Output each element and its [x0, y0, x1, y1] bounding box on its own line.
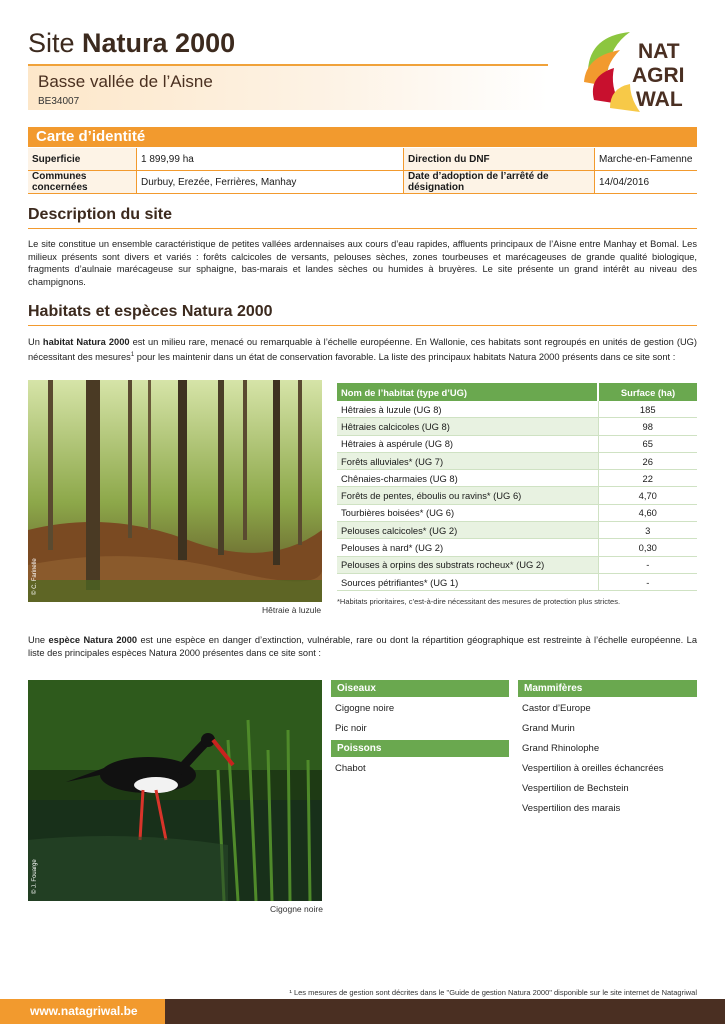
habitat-surface: 65: [598, 435, 697, 452]
table-row: [337, 539, 697, 556]
description-text: Le site constitue un ensemble caractéristique de petites vallées ardennaises aux cours d’eau rapides, affluents principaux de l’Aisne entre Manhay et Bomal. Les milieux présents sont divers et variés : forêts calcicoles de versants, pelouses sèches, zones tourbeuses et marécageuses de grande qualité biologique, fragments d’aulnaie marécageuse sur sphaigne, bas-marais et landes sèches ou humides à bruyères. Le site présente un grand intérêt au niveau des champignons.: [28, 239, 697, 287]
species-item: Chabot: [335, 763, 366, 774]
habitat-surface: 3: [598, 522, 697, 539]
species-item: Grand Murin: [522, 723, 575, 734]
svg-text:AGRI: AGRI: [632, 64, 685, 87]
value-communes: Durbuy, Erezée, Ferrières, Manhay: [137, 171, 404, 194]
page-title: Site Natura 2000: [28, 28, 236, 58]
habitat-surface: 0,30: [598, 539, 697, 556]
habitat-name: Hêtraies à luzule (UG 8): [337, 401, 598, 418]
habitat-note: *Habitats prioritaires, c’est-à-dire nécessitant des mesures de protection plus strictes.: [337, 597, 621, 606]
stork-photo: [28, 680, 322, 901]
habitat-surface: 98: [598, 418, 697, 435]
habitat-surface: 185: [598, 401, 697, 418]
table-row: [337, 401, 697, 418]
col-surface: Surface (ha): [598, 383, 697, 401]
description-heading: Description du site: [28, 206, 173, 223]
site-name: Basse vallée de l’Aisne: [38, 72, 213, 91]
website-link[interactable]: www.natagriwal.be: [30, 1004, 138, 1018]
table-row: [337, 435, 697, 452]
photo-credit: © J. Fouarge: [32, 859, 38, 894]
label-direction: Direction du DNF: [404, 148, 595, 171]
habitat-name: Forêts alluviales* (UG 7): [337, 452, 598, 469]
svg-text:NAT: NAT: [638, 40, 680, 63]
site-code: BE34007: [38, 96, 80, 107]
habitat-surface: 26: [598, 452, 697, 469]
habitat-name: Chênaies-charmaies (UG 8): [337, 470, 598, 487]
habitat-table: [337, 383, 697, 591]
photo-credit: © C. Farinelle: [32, 558, 38, 595]
footer-url-box: [0, 999, 165, 1024]
table-row: [337, 487, 697, 504]
forest-caption: Hêtraie à luzule: [262, 605, 322, 615]
habitat-surface: 4,60: [598, 504, 697, 521]
label-communes: Communes concernées: [28, 171, 137, 194]
natagriwal-logo: [580, 26, 698, 114]
identity-table: [28, 148, 697, 194]
table-row: [337, 556, 697, 573]
identity-row: [28, 171, 697, 194]
identity-heading-bar: [28, 127, 697, 147]
habitat-name: Pelouses calcicoles* (UG 2): [337, 522, 598, 539]
species-intro: Une espèce Natura 2000 est une espèce en danger d’extinction, vulnérable, rare ou dont la répartition géographique est restreinte à l’échelle européenne. La liste des principales espèces Natura 2000 présentes dans ce site sont :: [28, 635, 698, 658]
table-row: [337, 573, 697, 590]
species-item: Castor d’Europe: [522, 703, 591, 714]
species-item: Vespertilion de Bechstein: [522, 783, 629, 794]
group-mammiferes: Mammifères: [518, 680, 697, 697]
value-direction: Marche-en-Famenne: [595, 148, 698, 171]
table-row: [337, 522, 697, 539]
svg-text:WAL: WAL: [636, 88, 683, 111]
species-item: Pic noir: [335, 723, 367, 734]
identity-row: [28, 148, 697, 171]
habitats-intro: Un habitat Natura 2000 est un milieu rare, menacé ou remarquable à l’échelle européenne. En Wallonie, ces habitats sont regroupés en unités de gestion (UG) nécessitant des mesures$^1$ pour les maintenir dans un état de conservation favorable. La liste des principaux habitats Natura 2000 présents dans ce site sont :: [28, 337, 697, 362]
table-row: [337, 418, 697, 435]
divider: [28, 228, 697, 229]
habitat-name: Forêts de pentes, éboulis ou ravins* (UG 6): [337, 487, 598, 504]
forest-photo: [28, 380, 322, 602]
species-item: Grand Rhinolophe: [522, 743, 600, 754]
group-poissons: Poissons: [331, 740, 509, 757]
value-date: 14/04/2016: [595, 171, 698, 194]
habitat-surface: -: [598, 573, 697, 590]
habitat-name: Tourbières boisées* (UG 6): [337, 504, 598, 521]
habitat-surface: 22: [598, 470, 697, 487]
species-item: Vespertilion à oreilles échancrées: [522, 763, 664, 774]
label-superficie: Superficie: [28, 148, 137, 171]
identity-heading: Carte d’identité: [36, 128, 146, 145]
col-habitat-name: Nom de l’habitat (type d’UG): [337, 383, 598, 401]
table-row: [337, 452, 697, 469]
habitat-name: Hêtraies calcicoles (UG 8): [337, 418, 598, 435]
species-item: Vespertilion des marais: [522, 803, 621, 814]
habitat-surface: -: [598, 556, 697, 573]
footnote: ¹ Les mesures de gestion sont décrites dans le "Guide de gestion Natura 2000" disponible sur le site internet de Natagriwal: [289, 988, 697, 997]
divider: [28, 325, 697, 326]
habitats-heading: Habitats et espèces Natura 2000: [28, 303, 273, 320]
habitat-name: Hêtraies à aspérule (UG 8): [337, 435, 598, 452]
group-oiseaux: Oiseaux: [331, 680, 509, 697]
table-row: [337, 470, 697, 487]
stork-caption: Cigogne noire: [270, 904, 323, 914]
habitat-name: Sources pétrifiantes* (UG 1): [337, 573, 598, 590]
habitat-table-header: [337, 383, 697, 401]
habitat-name: Pelouses à nard* (UG 2): [337, 539, 598, 556]
value-superficie: 1 899,99 ha: [137, 148, 404, 171]
habitat-name: Pelouses à orpins des substrats rocheux* (UG 2): [337, 556, 598, 573]
label-date: Date d’adoption de l’arrêté de désignation: [404, 171, 595, 194]
species-item: Cigogne noire: [335, 703, 395, 714]
habitat-surface: 4,70: [598, 487, 697, 504]
table-row: [337, 504, 697, 521]
